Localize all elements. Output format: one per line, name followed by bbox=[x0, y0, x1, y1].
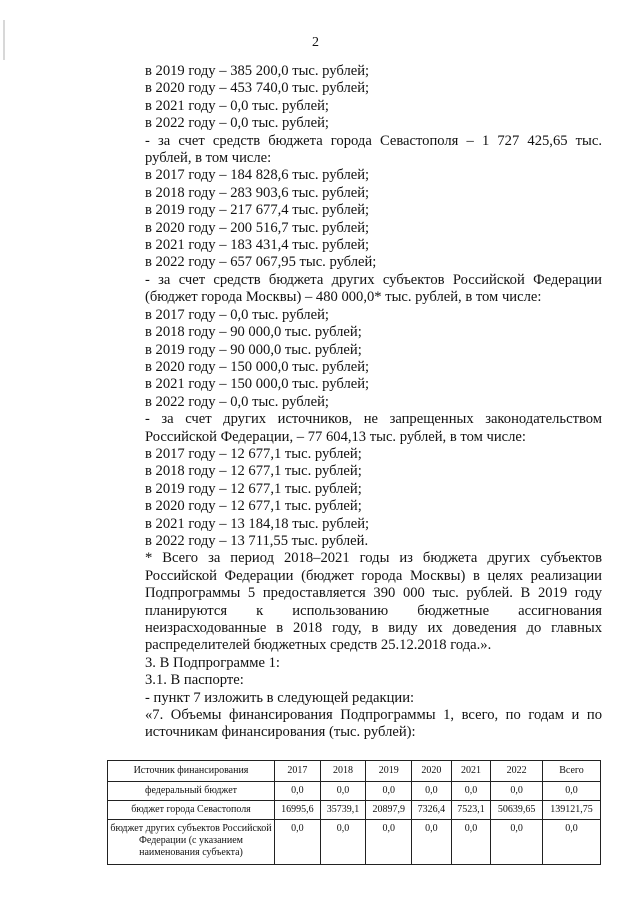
cell-source: бюджет других субъектов Российской Федерации (с указанием наименования субъекта) bbox=[108, 820, 275, 865]
paragraph: 3.1. В паспорте: bbox=[145, 672, 244, 689]
cell-value: 0,0 bbox=[275, 782, 321, 801]
column-header: 2020 bbox=[412, 761, 452, 782]
paragraph: - за счет других источников, не запрещенных законодательством Российской Федерации, – 77 604,13 тыс. рублей, в том числе: bbox=[145, 411, 602, 445]
cell-value: 0,0 bbox=[320, 782, 366, 801]
cell-value: 50639,65 bbox=[491, 801, 543, 820]
cell-value: 0,0 bbox=[412, 782, 452, 801]
paragraph: в 2021 году – 13 184,18 тыс. рублей; bbox=[145, 515, 370, 532]
paragraph: в 2020 году – 150 000,0 тыс. рублей; bbox=[145, 358, 370, 375]
paragraph: в 2021 году – 183 431,4 тыс. рублей; bbox=[145, 237, 370, 254]
cell-value: 0,0 bbox=[366, 820, 412, 865]
cell-value: 139121,75 bbox=[543, 801, 601, 820]
column-header-source: Источник финансирования bbox=[108, 761, 275, 782]
paragraph: в 2018 году – 12 677,1 тыс. рублей; bbox=[145, 463, 362, 480]
paragraph: в 2017 году – 184 828,6 тыс. рублей; bbox=[145, 167, 370, 184]
paragraph: в 2017 году – 12 677,1 тыс. рублей; bbox=[145, 445, 362, 462]
cell-source: бюджет города Севастополя bbox=[108, 801, 275, 820]
paragraph: - пункт 7 изложить в следующей редакции: bbox=[145, 689, 415, 706]
paragraph: в 2020 году – 200 516,7 тыс. рублей; bbox=[145, 219, 370, 236]
page-number: 2 bbox=[312, 35, 319, 50]
paragraph: - за счет средств бюджета других субъектов Российской Федерации (бюджет города Москвы) – 480 000,0* тыс. рублей, в том числе: bbox=[145, 271, 602, 306]
cell-value: 16995,6 bbox=[275, 801, 321, 820]
table-row bbox=[108, 801, 601, 820]
cell-value: 0,0 bbox=[491, 820, 543, 865]
paragraph: в 2017 году – 0,0 тыс. рублей; bbox=[145, 306, 329, 323]
paragraph: * Всего за период 2018–2021 годы из бюджета других субъектов Российской Федерации (бюджет города Москвы) в целях реализации Подпрограммы 5 предоставляется 390 000 тыс. рублей. В 2019 году планируются к использованию бюджетные ассигнования неизрасходованные в 2018 году, в виду их доведения до главных распределителей бюджетных средств 25.12.2018 года.». bbox=[145, 550, 602, 654]
paragraph: в 2018 году – 90 000,0 тыс. рублей; bbox=[145, 324, 362, 341]
document-body bbox=[104, 63, 602, 742]
cell-value: 0,0 bbox=[412, 820, 452, 865]
cell-value: 0,0 bbox=[543, 820, 601, 865]
table-row bbox=[108, 782, 601, 801]
paragraph: в 2022 году – 0,0 тыс. рублей; bbox=[145, 115, 329, 132]
column-header: Всего bbox=[543, 761, 601, 782]
cell-value: 0,0 bbox=[275, 820, 321, 865]
column-header: 2019 bbox=[366, 761, 412, 782]
cell-value: 0,0 bbox=[491, 782, 543, 801]
financing-table bbox=[107, 760, 601, 865]
table-header-row bbox=[108, 761, 601, 782]
column-header: 2017 bbox=[275, 761, 321, 782]
paragraph: в 2019 году – 12 677,1 тыс. рублей; bbox=[145, 480, 362, 497]
cell-value: 20897,9 bbox=[366, 801, 412, 820]
cell-value: 0,0 bbox=[451, 820, 491, 865]
paragraph: в 2019 году – 385 200,0 тыс. рублей; bbox=[145, 63, 370, 79]
cell-value: 7326,4 bbox=[412, 801, 452, 820]
paragraph: в 2020 году – 12 677,1 тыс. рублей; bbox=[145, 498, 362, 515]
cell-value: 0,0 bbox=[451, 782, 491, 801]
paragraph: в 2021 году – 150 000,0 тыс. рублей; bbox=[145, 376, 370, 393]
paragraph: в 2021 году – 0,0 тыс. рублей; bbox=[145, 97, 329, 114]
paragraph: - за счет средств бюджета города Севастополя – 1 727 425,65 тыс. рублей, в том числе: bbox=[145, 132, 602, 167]
cell-value: 7523,1 bbox=[451, 801, 491, 820]
column-header: 2022 bbox=[491, 761, 543, 782]
paragraph: в 2019 году – 90 000,0 тыс. рублей; bbox=[145, 341, 362, 358]
cell-source: федеральный бюджет bbox=[108, 782, 275, 801]
cell-value: 0,0 bbox=[320, 820, 366, 865]
table-row bbox=[108, 820, 601, 865]
paragraph: «7. Объемы финансирования Подпрограммы 1, всего, по годам и по источникам финансирования (тыс. рублей): bbox=[145, 707, 602, 741]
column-header: 2021 bbox=[451, 761, 491, 782]
cell-value: 0,0 bbox=[366, 782, 412, 801]
paragraph: в 2022 году – 13 711,55 тыс. рублей. bbox=[145, 532, 369, 549]
paragraph: в 2019 году – 217 677,4 тыс. рублей; bbox=[145, 202, 370, 219]
column-header: 2018 bbox=[320, 761, 366, 782]
paragraph: в 2020 году – 453 740,0 тыс. рублей; bbox=[145, 80, 370, 97]
paragraph: 3. В Подпрограмме 1: bbox=[145, 654, 280, 671]
paragraph: в 2018 году – 283 903,6 тыс. рублей; bbox=[145, 184, 370, 201]
cell-value: 35739,1 bbox=[320, 801, 366, 820]
cell-value: 0,0 bbox=[543, 782, 601, 801]
paragraph: в 2022 году – 0,0 тыс. рублей; bbox=[145, 393, 329, 410]
paragraph: в 2022 году – 657 067,95 тыс. рублей; bbox=[145, 254, 377, 271]
